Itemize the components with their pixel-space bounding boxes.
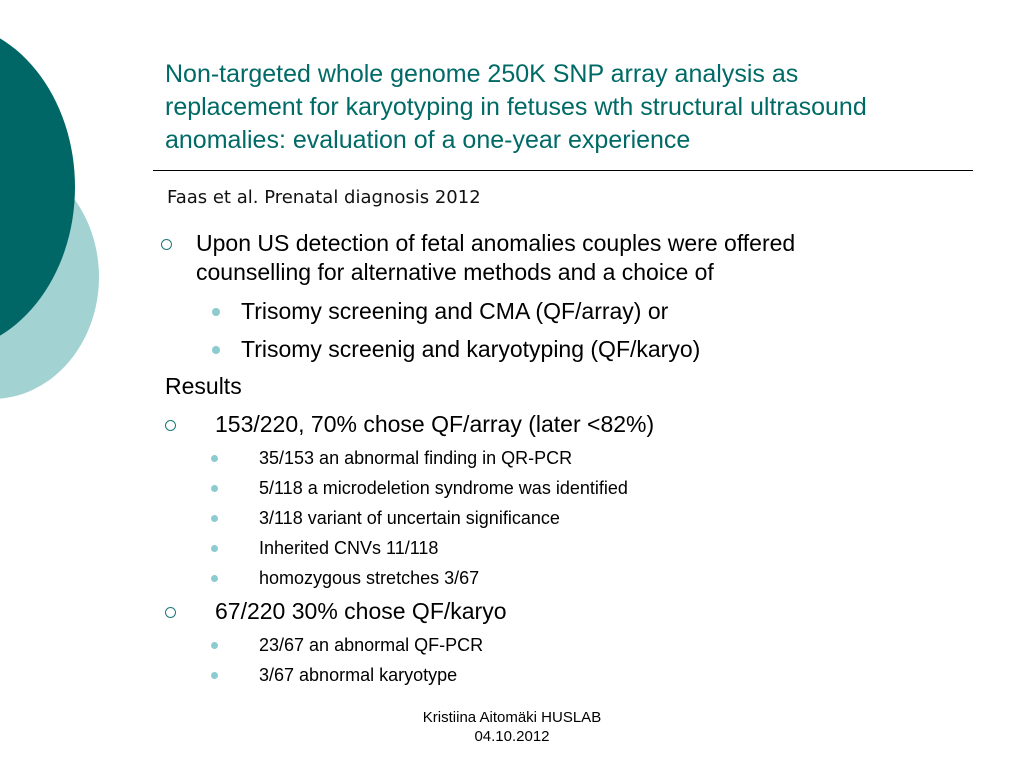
group-label: 153/220, 70% chose QF/array (later <82%) <box>215 411 655 437</box>
finding-item: Inherited CNVs 11/118 <box>259 538 439 558</box>
finding-item: homozygous stretches 3/67 <box>259 568 480 588</box>
dot-bullet-icon <box>211 515 218 522</box>
finding-item: 5/118 a microdeletion syndrome was identified <box>259 478 628 498</box>
title-divider <box>153 170 973 171</box>
dot-bullet-icon <box>211 545 218 552</box>
intro-line-2: counselling for alternative methods and a choice of <box>196 259 714 285</box>
dot-bullet-icon <box>211 575 218 582</box>
ring-bullet-icon <box>165 607 176 618</box>
slide-footer <box>380 708 644 746</box>
results-heading: Results <box>165 373 242 399</box>
finding-item: 3/67 abnormal karyotype <box>259 665 458 685</box>
finding-item: 3/118 variant of uncertain significance <box>259 508 560 528</box>
citation: Faas et al. Prenatal diagnosis 2012 <box>167 187 481 208</box>
ring-bullet-icon <box>165 420 176 431</box>
dot-bullet-icon <box>212 308 220 316</box>
ring-bullet-icon <box>161 239 172 250</box>
intro-line-1: Upon US detection of fetal anomalies couples were offered <box>196 230 796 256</box>
dot-bullet-icon <box>211 642 218 649</box>
footer-author: Kristiina Aitomäki HUSLAB <box>422 709 602 726</box>
intro-option: Trisomy screening and CMA (QF/array) or <box>241 298 669 324</box>
footer-date: 04.10.2012 <box>474 728 550 745</box>
finding-item: 35/153 an abnormal finding in QR-PCR <box>259 448 573 468</box>
intro-option: Trisomy screenig and karyotyping (QF/karyo) <box>241 336 701 362</box>
title-line-1: Non-targeted whole genome 250K SNP array analysis as <box>165 60 799 88</box>
finding-item: 23/67 an abnormal QF-PCR <box>259 635 484 655</box>
dot-bullet-icon <box>212 346 220 354</box>
slide-title <box>165 58 995 157</box>
title-line-3: anomalies: evaluation of a one-year experience <box>165 126 691 154</box>
group-label: 67/220 30% chose QF/karyo <box>215 598 507 624</box>
dot-bullet-icon <box>211 455 218 462</box>
title-line-2: replacement for karyotyping in fetuses wth structural ultrasound <box>165 93 867 121</box>
dot-bullet-icon <box>211 485 218 492</box>
dot-bullet-icon <box>211 672 218 679</box>
